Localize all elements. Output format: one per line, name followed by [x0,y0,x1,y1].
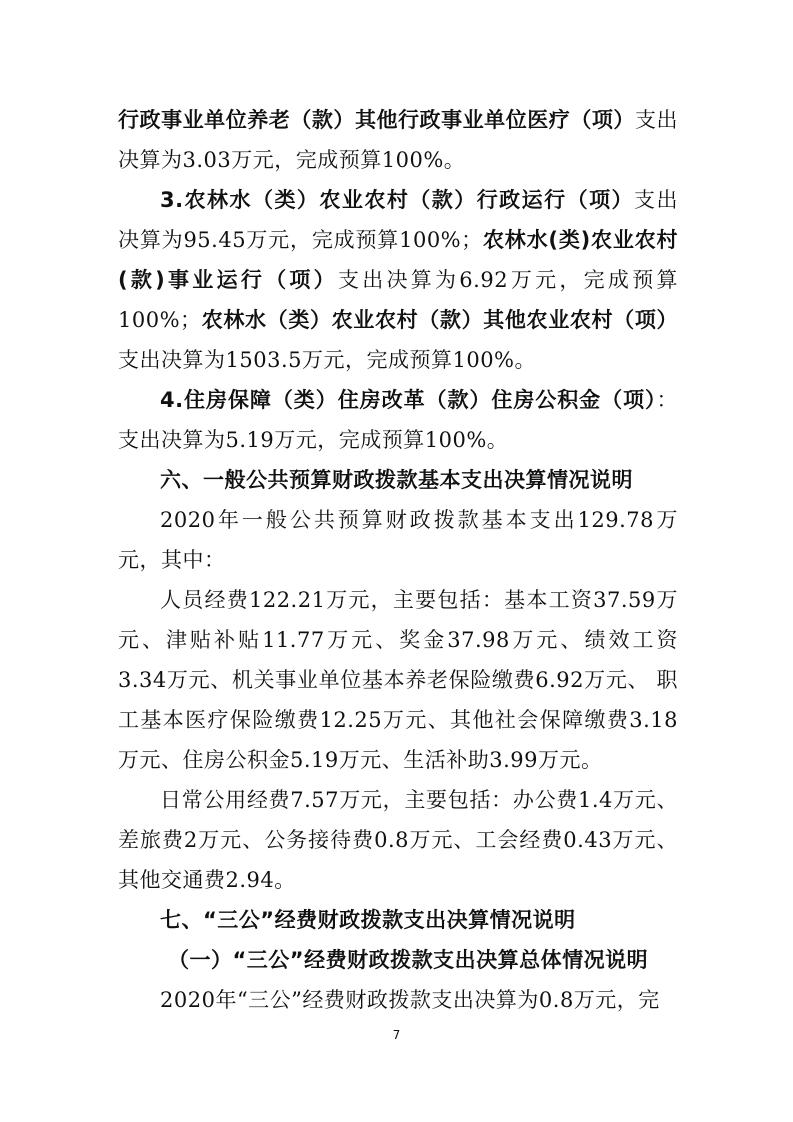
paragraph-public-expenses: 日常公用经费7.57万元，主要包括：办公费1.4万元、差旅费2万元、公务接待费0.8万元、工会经费0.43万元、其他交通费2.94。 [118,788,678,892]
item-amount-text: 支出决算为6.92万元，完成预算100%； [118,268,678,332]
subsection-heading-7-1: （一）“三公”经费财政拨款支出决算总体情况说明 [168,948,649,972]
paragraph-agriculture-expenditure [118,180,678,380]
section-heading-7: 七、“三公”经费财政拨款支出决算情况说明 [160,908,576,932]
item-amount-text: ：支出决算为5.19万元，完成预算100%。 [118,388,678,452]
bold-item-label: 4.住房保障（类）住房改革（款）住房公积金（项） [160,388,657,412]
item-amount-text: 支出决算为3.03万元，完成预算100%。 [118,108,679,172]
bold-item-label: 农林水(类)农业农村(款)事业运行（项） [118,228,678,292]
paragraph-personnel-expenses: 人员经费122.21万元，主要包括：基本工资37.59万元、津贴补贴11.77万元、奖金37.98万元、绩效工资3.34万元、机关事业单位基本养老保险缴费6.92万元、 职工基本医疗保险缴费12.25万元、其他社会保障缴费3.18万元、住房公积金5.19万元、生活补助3.99万元。 [118,588,678,772]
bold-item-label: 行政事业单位养老（款）其他行政事业单位医疗（项） [118,108,635,132]
paragraph-three-public-total: 2020年“三公”经费财政拨款支出决算为0.8万元，完 [160,988,660,1012]
body-text [118,100,678,1020]
paragraph-housing-expenditure [118,380,678,460]
item-amount-text: 支出决算为95.45万元，完成预算100%； [118,188,679,252]
paragraph-basic-expenditure-total: 2020年一般公共预算财政拨款基本支出129.78万元，其中： [118,508,678,572]
bold-item-label: 3.农林水（类）农业农村（款）行政运行（项） [160,188,635,212]
page-number: 7 [392,1028,401,1042]
section-heading-6: 六、一般公共预算财政拨款基本支出决算情况说明 [160,468,633,492]
item-amount-text: 支出决算为1503.5万元，完成预算100%。 [118,348,537,372]
bold-item-label: 农林水（类）农业农村（款）其他农业农村（项） [201,308,678,332]
paragraph-health-expenditure [118,100,678,180]
